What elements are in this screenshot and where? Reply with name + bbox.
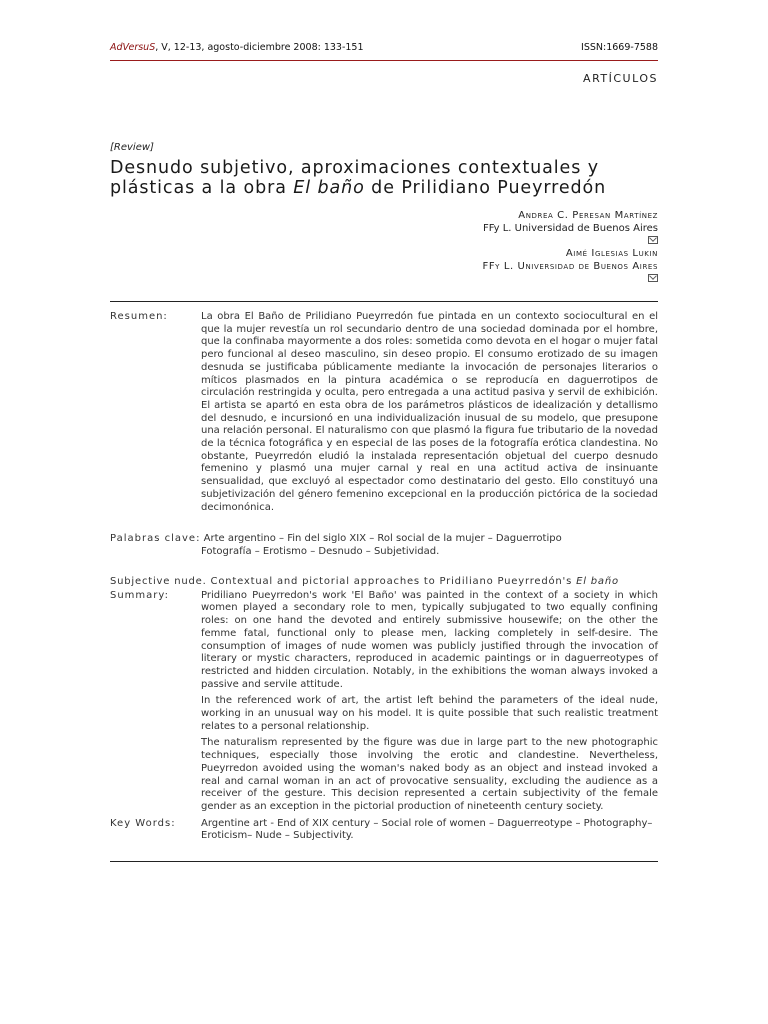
summary-text xyxy=(201,590,658,818)
header-divider xyxy=(110,60,658,61)
title-line-1: Desnudo subjetivo, aproximaciones contextuales y xyxy=(110,158,599,178)
running-header xyxy=(110,42,658,54)
palabras-clave-section xyxy=(110,533,658,558)
author-name: Aimé Iglesias Lukin xyxy=(565,248,658,259)
mail-icon[interactable] xyxy=(648,236,658,244)
palabras-clave-line-1: Palabras clave: Arte argentino – Fin del siglo XIX – Rol social de la mujer – Daguerrotipo xyxy=(110,533,562,544)
author-name: Andrea C. Peresan Martínez xyxy=(518,210,658,221)
english-abstract xyxy=(110,576,658,843)
author-block xyxy=(298,210,658,286)
journal-name: AdVersuS xyxy=(110,42,156,53)
author-affiliation: FFy L. Universidad de Buenos Aires xyxy=(482,260,658,272)
journal-citation xyxy=(110,42,364,54)
resumen-label: Resumen: xyxy=(110,311,168,322)
author-affiliation: FFy L. Universidad de Buenos Aires xyxy=(483,222,658,234)
resumen-section xyxy=(110,311,658,514)
english-title: Subjective nude. Contextual and pictorial approaches to Pridiliano Pueyrredón's El baño xyxy=(110,576,619,587)
abstract-top-rule xyxy=(110,301,658,302)
summary-paragraph: In the referenced work of art, the artist left behind the parameters of the ideal nude, working in an unusual way on his model. It is quite possible that such realistic treatment relates to a personal relationship. xyxy=(201,695,658,732)
summary-paragraph: Pridiliano Pueyrredon's work 'El Baño' was painted in the context of a society in which women played a secondary role to men, typically subjugated to two equally confining roles: on one hand the devoted and entirely submissive housewife; on the other the femme fatal, functional only to please men, lacking completely in self-desire. The consumption of images of nude women was publicly justified through the invocation of literary or mystic characters, reproduced in academic paintings or in daguerreotypes of restricted and hidden circulation. Notably, in the exhibitions the woman always invoked a passive and servile attitude. xyxy=(201,589,658,690)
review-tag: [Review] xyxy=(110,142,154,153)
palabras-clave-label: Palabras clave: xyxy=(110,533,201,544)
article-title xyxy=(110,158,670,198)
summary-paragraph: The naturalism represented by the figure was due in large part to the new photographic techniques, especially those involving the erotic and clandestine. Nevertheless, Pueyrredon avoided using the woman's naked body as an object and instead invoked a real and carnal woman in an act of provocative sensuality, excluding the audience as a receiver of the gesture. This decision represented a certain subjectivity of the female gender as an exception in the pictorial production of nineteenth century society. xyxy=(201,737,658,812)
resumen-text: La obra El Baño de Prilidiano Pueyrredón fue pintada en un contexto sociocultural en el que la mujer revestía un rol secundario dentro de una sociedad dominada por el hombre, que la confinaba mayormente a dos roles: sometida como devota en el hogar o mujer fatal pero funcional al deseo masculino, sin deseo propio. El consumo erotizado de su imagen desnuda se justificaba públicamente mediante la invocación de personajes literarios o míticos plasmados en la pintura académica o se reproducía en daguerrotipos de circulación restringida y oculta, pero entregada a una actitud pasiva y servil de exhibición. El artista se apartó en esta obra de los parámetros plásticos de idealización y detallismo del desnudo, e incursionó en una individualización inusual de su modelo, que presupone una relación personal. El naturalismo con que plasmó la figura fue tributario de la novedad de la técnica fotográfica y en especial de las poses de la fotografía erótica clandestina. No obstante, Pueyrredón eludió la instalada representación objetual del cuerpo desnudo femenino y plasmó una mujer carnal y real en una actitud activa de insinuante sensualidad, que excluyó al espectador como destinatario del gesto. Ello constituyó una subjetivización del género femenino excepcional en la producción pictórica de la sociedad decimonónica. xyxy=(201,311,658,513)
issn: ISSN:1669-7588 xyxy=(581,42,658,53)
key-words-label: Key Words: xyxy=(110,817,176,829)
section-label: ARTÍCULOS xyxy=(583,72,658,85)
palabras-clave-line-2: Fotografía – Erotismo – Desnudo – Subjetividad. xyxy=(201,545,440,557)
key-words-text: Argentine art - End of XIX century – Social role of women – Daguerreotype – Photography– Eroticism– Nude – Subjectivity. xyxy=(201,817,653,842)
title-line-2: plásticas a la obra El baño de Prilidiano Pueyrredón xyxy=(110,178,607,198)
journal-meta: , V, 12-13, agosto-diciembre 2008: 133-151 xyxy=(155,42,364,53)
mail-icon[interactable] xyxy=(648,274,658,282)
abstract-bottom-rule xyxy=(110,861,658,862)
summary-label: Summary: xyxy=(110,589,169,601)
